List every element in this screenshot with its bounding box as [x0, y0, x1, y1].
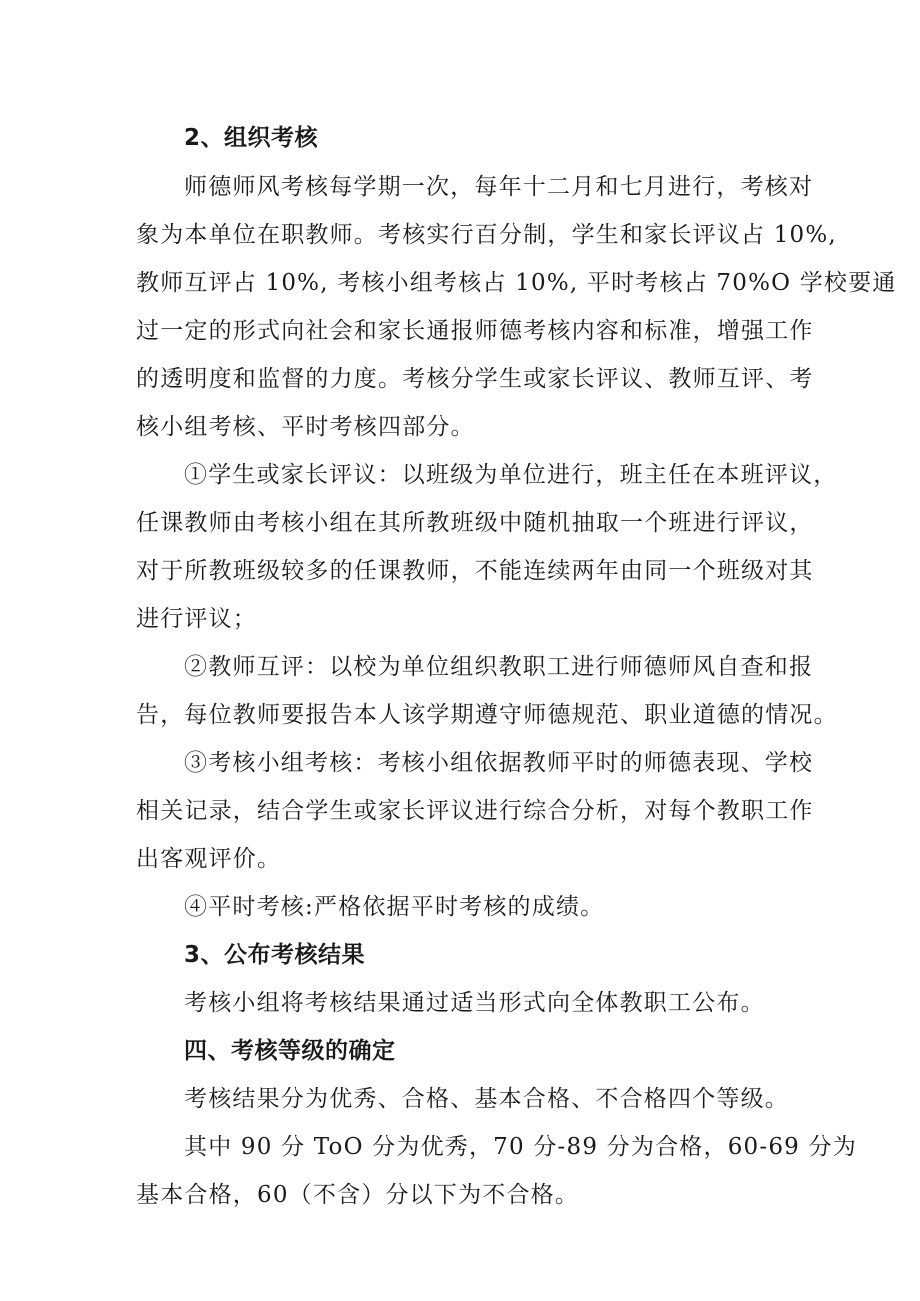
paragraph-line: 过一定的形式向社会和家长通报师德考核内容和标准，增强工作	[136, 318, 814, 344]
list-item-line: 对于所教班级较多的任课教师，不能连续两年由同一个班级对其	[136, 558, 814, 584]
list-item-line: 出客观评价。	[136, 846, 282, 872]
section-heading-grade-levels: 四、考核等级的确定	[184, 1038, 396, 1064]
paragraph-line: 考核结果分为优秀、合格、基本合格、不合格四个等级。	[184, 1086, 789, 1112]
list-item-line: 告，每位教师要报告本人该学期遵守师德规范、职业道德的情况。	[136, 702, 838, 728]
paragraph-line: 基本合格，60（不含）分以下为不合格。	[136, 1182, 580, 1208]
list-item-line: ④平时考核:严格依据平时考核的成绩。	[184, 894, 605, 920]
list-item-line: 进行评议；	[136, 606, 257, 632]
paragraph-line: 师德师风考核每学期一次，每年十二月和七月进行，考核对	[184, 174, 814, 200]
list-item-line: ②教师互评：以校为单位组织教职工进行师德师风自查和报	[184, 654, 814, 680]
list-item-line: 相关记录，结合学生或家长评议进行综合分析，对每个教职工作	[136, 798, 814, 824]
paragraph-line: 教师互评占 10%, 考核小组考核占 10%, 平时考核占 70%O 学校要通	[136, 270, 897, 296]
paragraph-line: 考核小组将考核结果通过适当形式向全体教职工公布。	[184, 990, 765, 1016]
paragraph-line: 核小组考核、平时考核四部分。	[136, 414, 475, 440]
list-item-line: ①学生或家长评议：以班级为单位进行，班主任在本班评议，	[184, 462, 838, 488]
list-item-line: 任课教师由考核小组在其所教班级中随机抽取一个班进行评议，	[136, 510, 814, 536]
section-heading-publish-results: 3、公布考核结果	[184, 942, 366, 968]
section-heading-organize-assessment: 2、组织考核	[184, 125, 319, 151]
paragraph-line: 其中 90 分 ToO 分为优秀，70 分-89 分为合格，60-69 分为	[184, 1134, 857, 1160]
list-item-line: ③考核小组考核：考核小组依据教师平时的师德表现、学校	[184, 750, 814, 776]
paragraph-line: 的透明度和监督的力度。考核分学生或家长评议、教师互评、考	[136, 366, 814, 392]
paragraph-line: 象为本单位在职教师。考核实行百分制，学生和家长评议占 10%,	[136, 222, 837, 248]
